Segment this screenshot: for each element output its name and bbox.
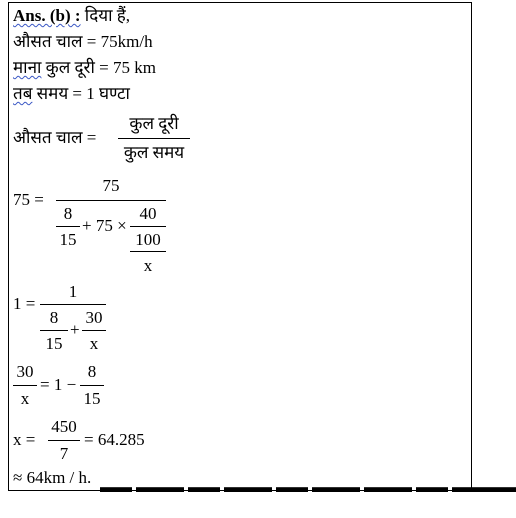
eq3-a-den: x (20, 389, 30, 408)
eq1-b-inner-bar (130, 251, 166, 252)
eq1-plus: + 75 × (82, 216, 127, 235)
eq1-b-den: x (143, 256, 153, 275)
assume-rest: कुल दूरी = 75 km (41, 58, 156, 77)
eq4-rhs: = 64.285 (84, 430, 145, 449)
eq2-b-bar (82, 330, 106, 331)
eq2-numerator: 1 (68, 282, 78, 301)
eq3-b-num: 8 (87, 362, 97, 381)
eq2-a-bar (40, 330, 68, 331)
eq4-lhs: x = (13, 430, 36, 449)
eq1-b-num: 40 (139, 204, 157, 223)
given-text: दिया हैं, (84, 6, 131, 25)
eq3-b-den: 15 (83, 389, 101, 408)
answer-header (13, 6, 130, 26)
eq2-b-num: 30 (85, 308, 103, 327)
clipped-next-line: ▬▬ ▬▬▬ ▬▬ ▬▬▬ ▬▬ ▬▬▬ ▬▬▬ ▬▬ ▬▬▬▬ (100, 479, 516, 496)
time-rest: समय = 1 घण्टा (32, 84, 130, 103)
eq1-a-bar (56, 226, 80, 227)
eq4-numerator: 450 (51, 417, 77, 436)
eq3-b-bar (80, 385, 104, 386)
assume-distance-line (13, 58, 156, 78)
assume-prefix: माना (13, 58, 42, 77)
eq2-plus: + (70, 320, 80, 339)
eq1-a-den: 15 (59, 230, 77, 249)
eq3-mid: = 1 − (40, 375, 77, 394)
time-prefix: तब (13, 84, 33, 103)
avg-speed-line: औसत चाल = 75km/h (13, 32, 153, 51)
eq2-main-bar (40, 304, 106, 305)
eq3-a-num: 30 (16, 362, 34, 381)
formula-lhs: औसत चाल = (13, 128, 97, 147)
final-result: ≈ 64km / h. (13, 468, 92, 487)
eq4-denominator: 7 (59, 444, 69, 463)
eq1-b-mid: 100 (135, 230, 161, 249)
eq1-b-bar (130, 226, 166, 227)
eq1-main-bar (56, 200, 166, 201)
eq2-a-num: 8 (49, 308, 59, 327)
eq1-lhs: 75 = (13, 190, 44, 209)
eq2-lhs: 1 = (13, 294, 36, 313)
answer-label: Ans. (b) : (13, 6, 81, 25)
eq1-a-num: 8 (63, 204, 73, 223)
eq4-bar (48, 440, 80, 441)
eq2-a-den: 15 (45, 334, 63, 353)
eq2-b-den: x (89, 334, 99, 353)
formula-denominator: कुल समय (123, 143, 185, 162)
time-line (13, 84, 130, 104)
formula-fraction-bar (118, 138, 190, 139)
eq3-a-bar (13, 385, 37, 386)
eq1-numerator: 75 (102, 176, 120, 195)
formula-numerator: कुल दूरी (129, 114, 179, 133)
